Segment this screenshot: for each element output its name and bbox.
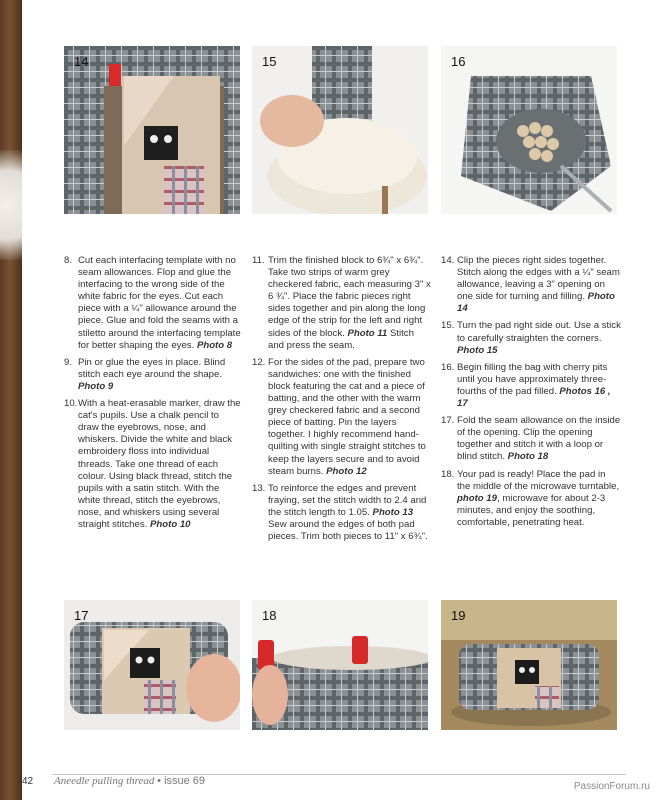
photo-ref: Photo 10 <box>150 518 191 530</box>
photo-number: 18 <box>262 608 277 623</box>
photo-number: 19 <box>451 608 466 623</box>
cotton-decoration <box>0 150 22 260</box>
step-number: 13. <box>252 482 266 494</box>
step-number: 14. <box>441 255 455 266</box>
photo-number: 16 <box>451 54 466 69</box>
photo-ref: Photos 16 , 17 <box>457 385 611 410</box>
text-column-3 <box>441 255 621 534</box>
step-number: 10. <box>64 398 78 410</box>
wood-edge <box>0 0 22 800</box>
photo-17-image <box>64 600 240 730</box>
text-column-2 <box>252 255 432 548</box>
photo-15-image <box>252 46 428 214</box>
step: 12. For the sides of the pad, prepare two sandwiches: one with the finished block featuring the cat and a piece of batting, and the other with the warm grey checkered fabric and a second piece of batting. Pin the layers together. I highly recommend hand-quilting with single straight stitches to keep the layers secure and to avoid steam burns. Photo 12 <box>252 356 426 477</box>
step: 15. Turn the pad right side out. Use a stick to carefully straighten the corners. Photo 15 <box>441 320 621 356</box>
photo-15 <box>252 46 428 214</box>
photo-ref: Photo 18 <box>507 451 549 463</box>
step-number: 9. <box>64 356 73 368</box>
step-number: 8. <box>64 255 73 266</box>
step-number: 16. <box>441 361 455 373</box>
photo-ref: Photo 11 <box>347 327 388 339</box>
magazine-name: Aneedle pulling thread <box>54 775 155 787</box>
step: 18. Your pad is ready! Place the pad in the middle of the microwave turntable, photo 19, microwave for about 2-3 minutes, and enjoy the soothing, comfortable, penetrating heat. <box>441 468 620 528</box>
step: 13. To reinforce the edges and prevent fraying, set the stitch width to 2.4 and the stitch length to 1.05. Photo 13 Sew around the edges of both pad pieces. Trim both pieces to 11" x 6¾". <box>252 482 428 543</box>
issue-label: • issue 69 <box>157 775 206 787</box>
photo-18-image <box>252 600 428 730</box>
step: 17. Fold the seam allowance on the inside of the opening. Clip the opening together and stitch it with a loop or blind stitch. Photo 18 <box>441 415 621 463</box>
photo-ref: Photo 9 <box>78 380 114 392</box>
step-number: 11. <box>252 255 265 266</box>
photo-ref: photo 19 <box>457 492 497 504</box>
step: 11. Trim the finished block to 6¾" x 6¾". Take two strips of warm grey checkered fabric, each measuring 3" x 6 ¾". Place the fabric pieces right sides together and pin along the long edge of the strip for the left and right sides of the block. Photo 11 Stitch and press the seam. <box>252 255 431 351</box>
step: 16. Begin filling the bag with cherry pits until you have approximately three-fourths of the pad filled. Photos 16 , 17 <box>441 361 611 410</box>
page-number: 42 <box>22 776 34 787</box>
photo-ref: Photo 14 <box>457 291 615 315</box>
photo-ref: Photo 8 <box>196 339 233 351</box>
step: 14. Clip the pieces right sides together. Stitch along the edges with a ¼" seam allowance, leaving a 3" opening on one side for turning and filling. Photo 14 <box>441 255 620 315</box>
photo-14 <box>64 46 240 214</box>
photo-ref: Photo 12 <box>326 465 367 477</box>
photo-number: 14 <box>74 54 89 69</box>
photo-14-image <box>64 46 240 214</box>
photo-number: 17 <box>74 608 89 623</box>
photo-16 <box>441 46 617 214</box>
photo-16-image <box>441 46 617 214</box>
photo-17 <box>64 600 240 730</box>
watermark: PassionForum.ru <box>573 781 650 792</box>
step: 8. Cut each interfacing template with no seam allowances. Flop and glue the interfacing to the wrong side of the white fabric for the eyes. Cut each piece with a ¼" allowance around the piece. Glue and fold the seams with a stiletto around the interfacing template for better shaping the eyes. Photo 8 <box>64 255 241 351</box>
magazine-title <box>54 775 205 787</box>
step-number: 17. <box>441 415 455 427</box>
photo-19-image <box>441 600 617 730</box>
step: 9. Pin or glue the eyes in place. Blind stitch each eye around the shape. Photo 9 <box>64 356 226 392</box>
step-number: 12. <box>252 356 266 368</box>
step-number: 15. <box>441 320 455 332</box>
photo-number: 15 <box>262 54 277 69</box>
photo-18 <box>252 600 428 730</box>
step: 10. With a heat-erasable marker, draw the cat's pupils. Use a chalk pencil to draw the eyebrows, nose, and whiskers. Divide the white and black embroidery floss into individual threads. Take one thread of each colour. Using black thread, stitch the pupils with a satin stitch. With the white thread, stitch the eyebrows, nose, and whiskers using several straight stitches. Photo 10 <box>64 398 241 530</box>
step-number: 18. <box>441 468 455 480</box>
text-column-1 <box>64 255 242 536</box>
photo-ref: Photo 13 <box>372 506 414 518</box>
photo-ref: Photo 15 <box>457 344 498 356</box>
photo-19 <box>441 600 617 730</box>
